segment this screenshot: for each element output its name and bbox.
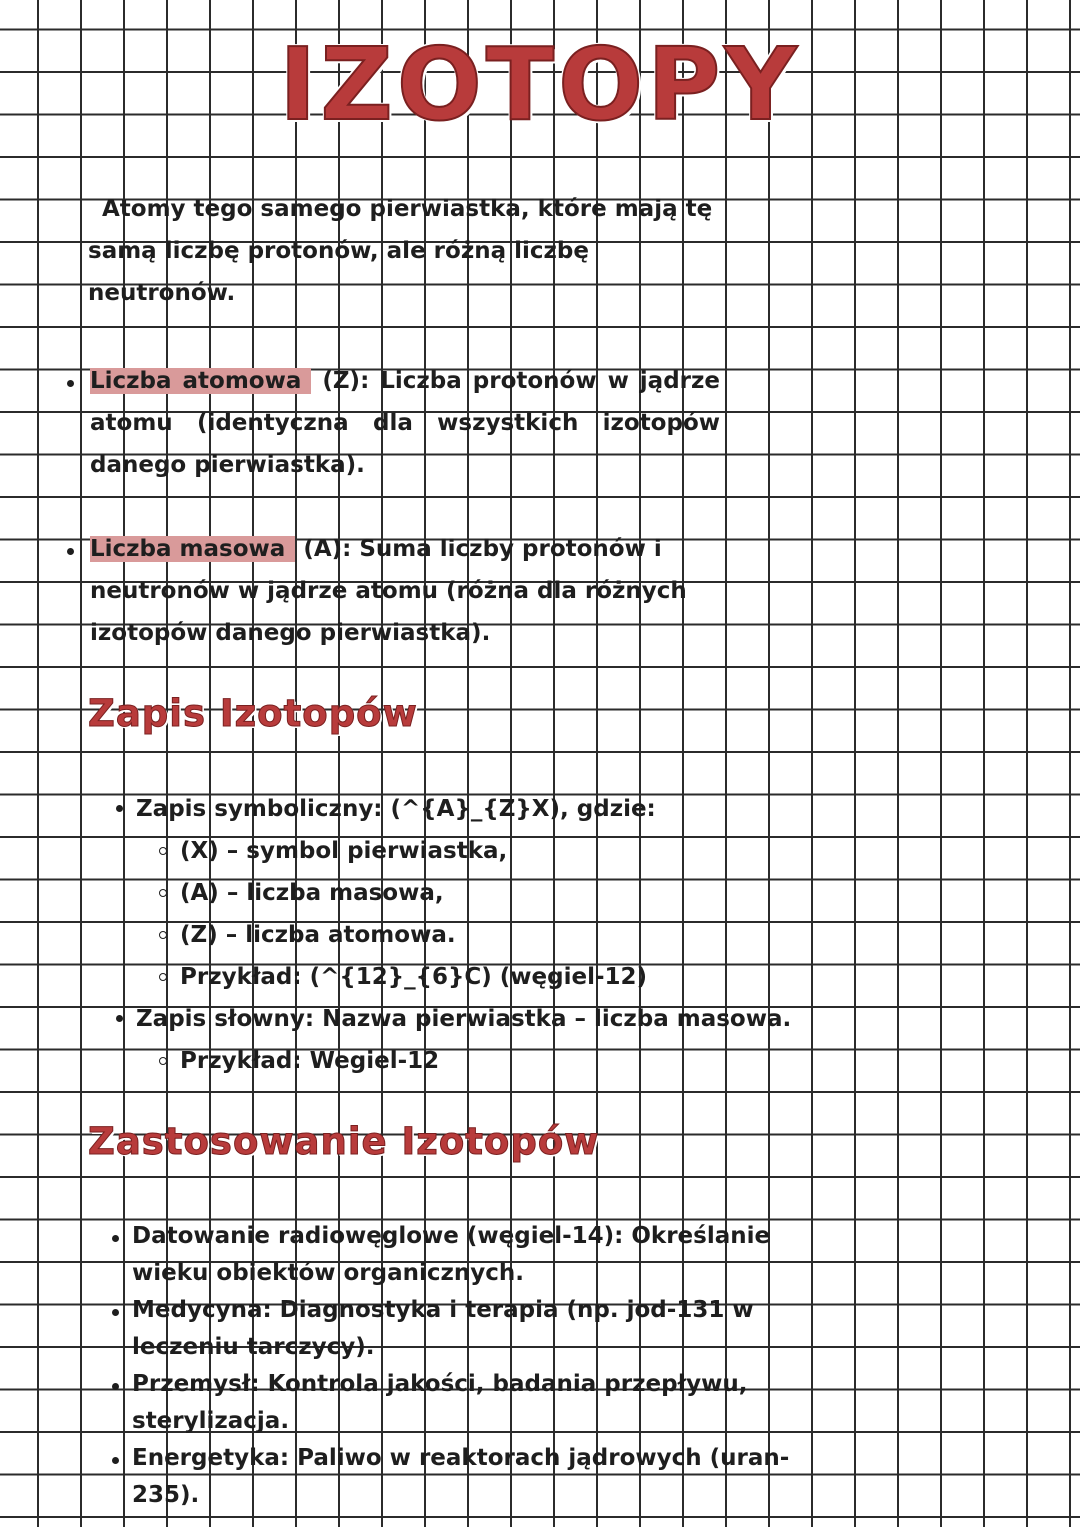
list-subitem: Przykład: Wegiel-12 [180, 1040, 836, 1082]
definition-mass-number [90, 528, 720, 654]
list-subitem: (A) – liczba masowa, [180, 872, 836, 914]
list-subitem: Przykład: (^{12}_{6}C) (węgiel-12) [180, 956, 836, 998]
list-item: Energetyka: Paliwo w reaktorach jądrowych (uran-235). [132, 1440, 852, 1514]
intro-paragraph: Atomy tego samego pierwiastka, które mają tę samą liczbę protonów, ale różną liczbę neutronów. [88, 196, 713, 306]
definition-text: (A): Suma liczby protonów i neutronów w jądrze atomu (różna dla różnych izotopów danego pierwiastka). [90, 536, 687, 646]
section-heading-applications: Zastosowanie Izotopów [88, 1120, 600, 1163]
section-heading-notation: Zapis Izotopów [88, 692, 418, 735]
list-subitem: (X) – symbol pierwiastka, [180, 830, 836, 872]
bullet-icon [67, 548, 74, 555]
list-subitem: (Z) – liczba atomowa. [180, 914, 836, 956]
list-item: Przemysł: Kontrola jakości, badania przepływu, sterylizacja. [132, 1366, 852, 1440]
list-item: Datowanie radiowęglowe (węgiel-14): Określanie wieku obiektów organicznych. [132, 1218, 852, 1292]
bullet-icon [67, 380, 74, 387]
list-item: Zapis słowny: Nazwa pierwiastka – liczba masowa. [136, 998, 836, 1040]
list-item: Zapis symboliczny: (^{A}_{Z}X), gdzie: [136, 788, 836, 830]
notation-list [136, 788, 836, 1082]
definition-atomic-number [90, 360, 720, 486]
page-title: IZOTOPY [279, 26, 801, 143]
list-item: Medycyna: Diagnostyka i terapia (np. jod-131 w leczeniu tarczycy). [132, 1292, 852, 1366]
term-highlight: Liczba masowa [90, 536, 295, 562]
term-highlight: Liczba atomowa [90, 368, 311, 394]
applications-list [132, 1218, 852, 1514]
definition-text: (Z): Liczba protonów w jądrze atomu (identyczna dla wszystkich izotopów danego pierwiastka). [90, 368, 720, 478]
